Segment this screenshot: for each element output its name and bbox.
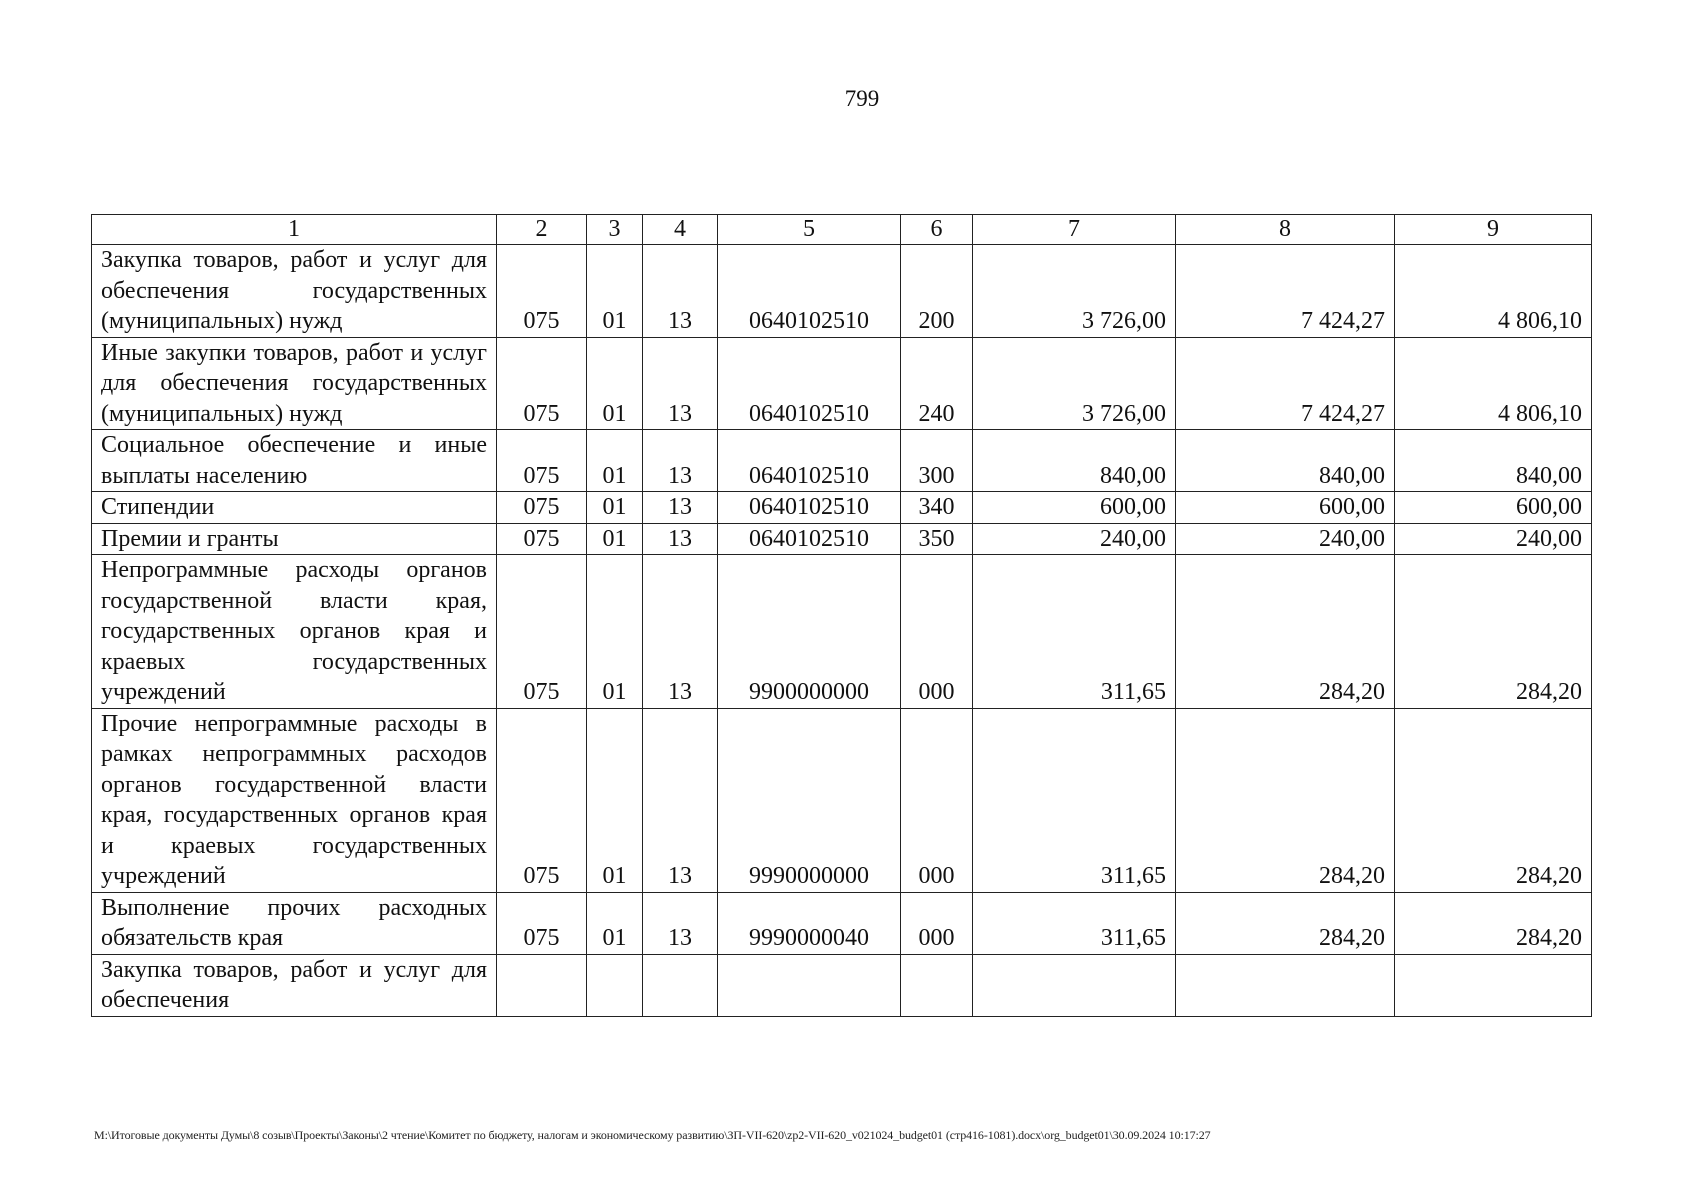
cell-amount-7: 600,00 — [973, 492, 1176, 524]
cell-target-article: 9990000040 — [718, 892, 901, 954]
cell-amount-7: 311,65 — [973, 892, 1176, 954]
column-header: 8 — [1176, 215, 1395, 245]
cell-section: 01 — [587, 523, 643, 555]
cell-amount-7: 311,65 — [973, 708, 1176, 892]
cell-expense-type: 000 — [901, 555, 973, 709]
cell-amount-9: 4 806,10 — [1395, 245, 1592, 338]
footer-file-path: M:\Итоговые документы Думы\8 созыв\Проекты\Законы\2 чтение\Комитет по бюджету, налогам и экономическому развитию\ЗП-VII-620\zp2-VII-620_v021024_budget01 (стр416-1081).docx\org_budget01\30.09.2024 10:17:27 — [94, 1128, 1211, 1142]
column-header: 3 — [587, 215, 643, 245]
cell-target-article: 0640102510 — [718, 430, 901, 492]
row-name: Выполнение прочих расходных обязательств края — [92, 892, 497, 954]
cell-subsection — [643, 954, 718, 1016]
cell-section — [587, 954, 643, 1016]
cell-amount-8: 600,00 — [1176, 492, 1395, 524]
cell-amount-8: 7 424,27 — [1176, 337, 1395, 430]
cell-code — [497, 954, 587, 1016]
cell-target-article — [718, 954, 901, 1016]
cell-target-article: 9990000000 — [718, 708, 901, 892]
column-header: 5 — [718, 215, 901, 245]
cell-amount-7: 840,00 — [973, 430, 1176, 492]
cell-subsection: 13 — [643, 523, 718, 555]
cell-expense-type: 350 — [901, 523, 973, 555]
row-name: Прочие непрограммные расходы в рамках непрограммных расходов органов государственной власти края, государственных органов края и краевых государственных учреждений — [92, 708, 497, 892]
column-header: 2 — [497, 215, 587, 245]
budget-table — [91, 214, 1592, 1017]
cell-expense-type: 000 — [901, 708, 973, 892]
cell-amount-9: 284,20 — [1395, 892, 1592, 954]
cell-target-article: 0640102510 — [718, 245, 901, 338]
cell-amount-9: 600,00 — [1395, 492, 1592, 524]
cell-amount-9: 240,00 — [1395, 523, 1592, 555]
cell-target-article: 0640102510 — [718, 523, 901, 555]
table-row — [92, 245, 1592, 338]
cell-amount-9: 284,20 — [1395, 555, 1592, 709]
cell-expense-type: 240 — [901, 337, 973, 430]
cell-section: 01 — [587, 892, 643, 954]
cell-section: 01 — [587, 430, 643, 492]
cell-code: 075 — [497, 245, 587, 338]
row-name: Закупка товаров, работ и услуг для обеспечения государственных (муниципальных) нужд — [92, 245, 497, 338]
column-header: 4 — [643, 215, 718, 245]
cell-amount-7: 3 726,00 — [973, 245, 1176, 338]
cell-expense-type — [901, 954, 973, 1016]
column-header: 6 — [901, 215, 973, 245]
cell-section: 01 — [587, 708, 643, 892]
cell-amount-8: 284,20 — [1176, 555, 1395, 709]
table-row — [92, 892, 1592, 954]
cell-code: 075 — [497, 492, 587, 524]
cell-section: 01 — [587, 555, 643, 709]
cell-amount-9: 840,00 — [1395, 430, 1592, 492]
cell-amount-8: 840,00 — [1176, 430, 1395, 492]
table-row — [92, 555, 1592, 709]
cell-expense-type: 200 — [901, 245, 973, 338]
cell-amount-9 — [1395, 954, 1592, 1016]
row-name: Стипендии — [92, 492, 497, 524]
cell-amount-7: 3 726,00 — [973, 337, 1176, 430]
table-row — [92, 492, 1592, 524]
cell-amount-8: 240,00 — [1176, 523, 1395, 555]
cell-code: 075 — [497, 555, 587, 709]
table-header-row — [92, 215, 1592, 245]
cell-subsection: 13 — [643, 555, 718, 709]
cell-section: 01 — [587, 245, 643, 338]
cell-code: 075 — [497, 708, 587, 892]
cell-subsection: 13 — [643, 708, 718, 892]
cell-target-article: 9900000000 — [718, 555, 901, 709]
page-number: 799 — [844, 86, 880, 111]
cell-expense-type: 300 — [901, 430, 973, 492]
column-header: 7 — [973, 215, 1176, 245]
cell-subsection: 13 — [643, 245, 718, 338]
cell-amount-8 — [1176, 954, 1395, 1016]
cell-amount-9: 284,20 — [1395, 708, 1592, 892]
cell-amount-8: 284,20 — [1176, 708, 1395, 892]
cell-amount-9: 4 806,10 — [1395, 337, 1592, 430]
column-header: 9 — [1395, 215, 1592, 245]
cell-code: 075 — [497, 523, 587, 555]
table-row — [92, 523, 1592, 555]
row-name: Иные закупки товаров, работ и услуг для обеспечения государственных (муниципальных) нужд — [92, 337, 497, 430]
row-name: Закупка товаров, работ и услуг для обеспечения — [92, 954, 497, 1016]
cell-amount-7: 240,00 — [973, 523, 1176, 555]
row-name: Непрограммные расходы органов государственной власти края, государственных органов края и краевых государственных учреждений — [92, 555, 497, 709]
cell-amount-7 — [973, 954, 1176, 1016]
cell-section: 01 — [587, 492, 643, 524]
cell-amount-8: 284,20 — [1176, 892, 1395, 954]
cell-code: 075 — [497, 337, 587, 430]
cell-subsection: 13 — [643, 892, 718, 954]
cell-expense-type: 000 — [901, 892, 973, 954]
cell-expense-type: 340 — [901, 492, 973, 524]
cell-target-article: 0640102510 — [718, 337, 901, 430]
cell-target-article: 0640102510 — [718, 492, 901, 524]
table-row — [92, 954, 1592, 1016]
row-name: Премии и гранты — [92, 523, 497, 555]
cell-section: 01 — [587, 337, 643, 430]
cell-amount-8: 7 424,27 — [1176, 245, 1395, 338]
cell-subsection: 13 — [643, 492, 718, 524]
column-header: 1 — [92, 215, 497, 245]
cell-subsection: 13 — [643, 337, 718, 430]
table-row — [92, 337, 1592, 430]
table-row — [92, 708, 1592, 892]
table-row — [92, 430, 1592, 492]
row-name: Социальное обеспечение и иные выплаты населению — [92, 430, 497, 492]
cell-subsection: 13 — [643, 430, 718, 492]
cell-amount-7: 311,65 — [973, 555, 1176, 709]
cell-code: 075 — [497, 892, 587, 954]
cell-code: 075 — [497, 430, 587, 492]
